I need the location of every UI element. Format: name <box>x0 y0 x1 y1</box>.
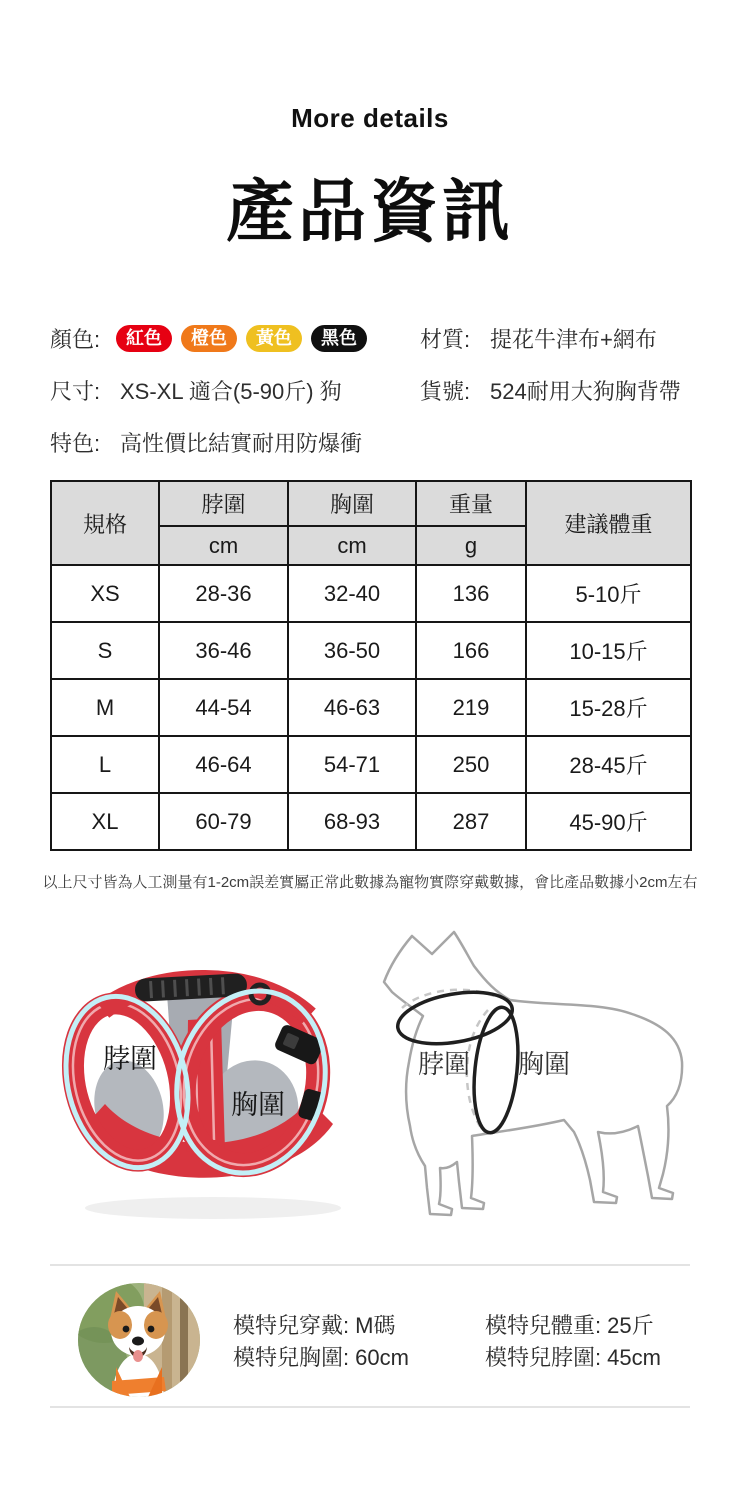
cell-chest: 68-93 <box>288 793 416 850</box>
attr-feature-row <box>50 427 362 457</box>
table-row <box>51 565 691 622</box>
table-row <box>51 679 691 736</box>
model-chest-value: 60cm <box>355 1345 409 1370</box>
header-suggest: 建議體重 <box>526 481 691 565</box>
cell-neck: 46-64 <box>159 736 288 793</box>
model-weight-value: 25斤 <box>607 1313 654 1338</box>
color-pill-black: 黑色 <box>311 325 367 352</box>
cell-neck: 44-54 <box>159 679 288 736</box>
cell-spec: XL <box>51 793 159 850</box>
harness-chest-label: 胸圍 <box>231 1090 285 1120</box>
model-dog-photo <box>78 1283 200 1397</box>
cell-spec: M <box>51 679 159 736</box>
cell-weight: 136 <box>416 565 526 622</box>
cell-suggest: 28-45斤 <box>526 736 691 793</box>
cell-chest: 46-63 <box>288 679 416 736</box>
harness-measure-illustration <box>45 932 375 1230</box>
dog-neck-label: 脖圍 <box>418 1049 471 1079</box>
cell-suggest: 5-10斤 <box>526 565 691 622</box>
cell-suggest: 10-15斤 <box>526 622 691 679</box>
measurement-note: 以上尺寸皆為人工測量有1-2cm誤差實屬正常此數據為寵物實際穿戴數據，會比產品數據小2cm左右 <box>42 874 698 891</box>
table-row <box>51 793 691 850</box>
header-unit-weight-g: g <box>416 526 526 565</box>
model-wear-value: M碼 <box>355 1313 396 1338</box>
model-weight-label: 模特兒體重: <box>485 1313 602 1338</box>
header-chest: 胸圍 <box>288 481 416 526</box>
section-subtitle: More details <box>291 103 449 133</box>
model-neck-value: 45cm <box>607 1345 661 1370</box>
material-value: 提花牛津布+網布 <box>490 326 657 352</box>
dog-measure-illustration <box>372 920 712 1222</box>
color-pill-red: 紅色 <box>116 325 172 352</box>
model-weight-item <box>485 1309 654 1340</box>
cell-weight: 287 <box>416 793 526 850</box>
model-wear-item <box>233 1309 395 1340</box>
page-title: 產品資訊 <box>225 174 514 250</box>
size-label: 尺寸: <box>50 378 101 404</box>
color-pill-orange: 橙色 <box>181 325 237 352</box>
harness-neck-label: 脖圍 <box>103 1044 157 1074</box>
cell-weight: 166 <box>416 622 526 679</box>
header-neck: 脖圍 <box>159 481 288 526</box>
cell-neck: 36-46 <box>159 622 288 679</box>
cell-spec: L <box>51 736 159 793</box>
attr-color-row <box>50 323 376 353</box>
color-pill-yellow: 黃色 <box>246 325 302 352</box>
model-neck-label: 模特兒脖圍: <box>485 1345 602 1370</box>
cell-spec: XS <box>51 565 159 622</box>
cell-chest: 54-71 <box>288 736 416 793</box>
cell-suggest: 15-28斤 <box>526 679 691 736</box>
size-value: XS-XL 適合(5-90斤) 狗 <box>120 378 342 404</box>
color-label: 顏色: <box>50 326 101 352</box>
header-weight: 重量 <box>416 481 526 526</box>
model-chest-label: 模特兒胸圍: <box>233 1345 350 1370</box>
attr-material-row <box>420 323 657 353</box>
dog-chest-label: 胸圍 <box>518 1049 571 1079</box>
sku-value: 524耐用大狗胸背帶 <box>490 378 681 404</box>
size-chart-header <box>51 481 691 565</box>
material-label: 材質: <box>420 326 471 352</box>
table-row <box>51 736 691 793</box>
feature-label: 特色: <box>50 430 101 456</box>
feature-value: 高性價比結實耐用防爆衝 <box>120 430 363 456</box>
model-wear-label: 模特兒穿戴: <box>233 1313 350 1338</box>
header-spec: 規格 <box>51 481 159 565</box>
attr-size-row <box>50 375 342 405</box>
cell-chest: 36-50 <box>288 622 416 679</box>
cell-chest: 32-40 <box>288 565 416 622</box>
header-unit-chest-cm: cm <box>288 526 416 565</box>
corgi-photo-illustration <box>78 1283 200 1397</box>
cell-suggest: 45-90斤 <box>526 793 691 850</box>
cell-neck: 28-36 <box>159 565 288 622</box>
cell-weight: 219 <box>416 679 526 736</box>
harness-shadow <box>85 1197 341 1219</box>
attr-sku-row <box>420 375 681 405</box>
model-chest-item <box>233 1341 409 1372</box>
divider-top <box>50 1264 690 1266</box>
header-unit-neck-cm: cm <box>159 526 288 565</box>
divider-bottom <box>50 1406 690 1408</box>
model-neck-item <box>485 1341 661 1372</box>
cell-spec: S <box>51 622 159 679</box>
table-row <box>51 622 691 679</box>
sku-label: 貨號: <box>420 378 471 404</box>
cell-weight: 250 <box>416 736 526 793</box>
size-chart-table <box>50 480 692 851</box>
cell-neck: 60-79 <box>159 793 288 850</box>
